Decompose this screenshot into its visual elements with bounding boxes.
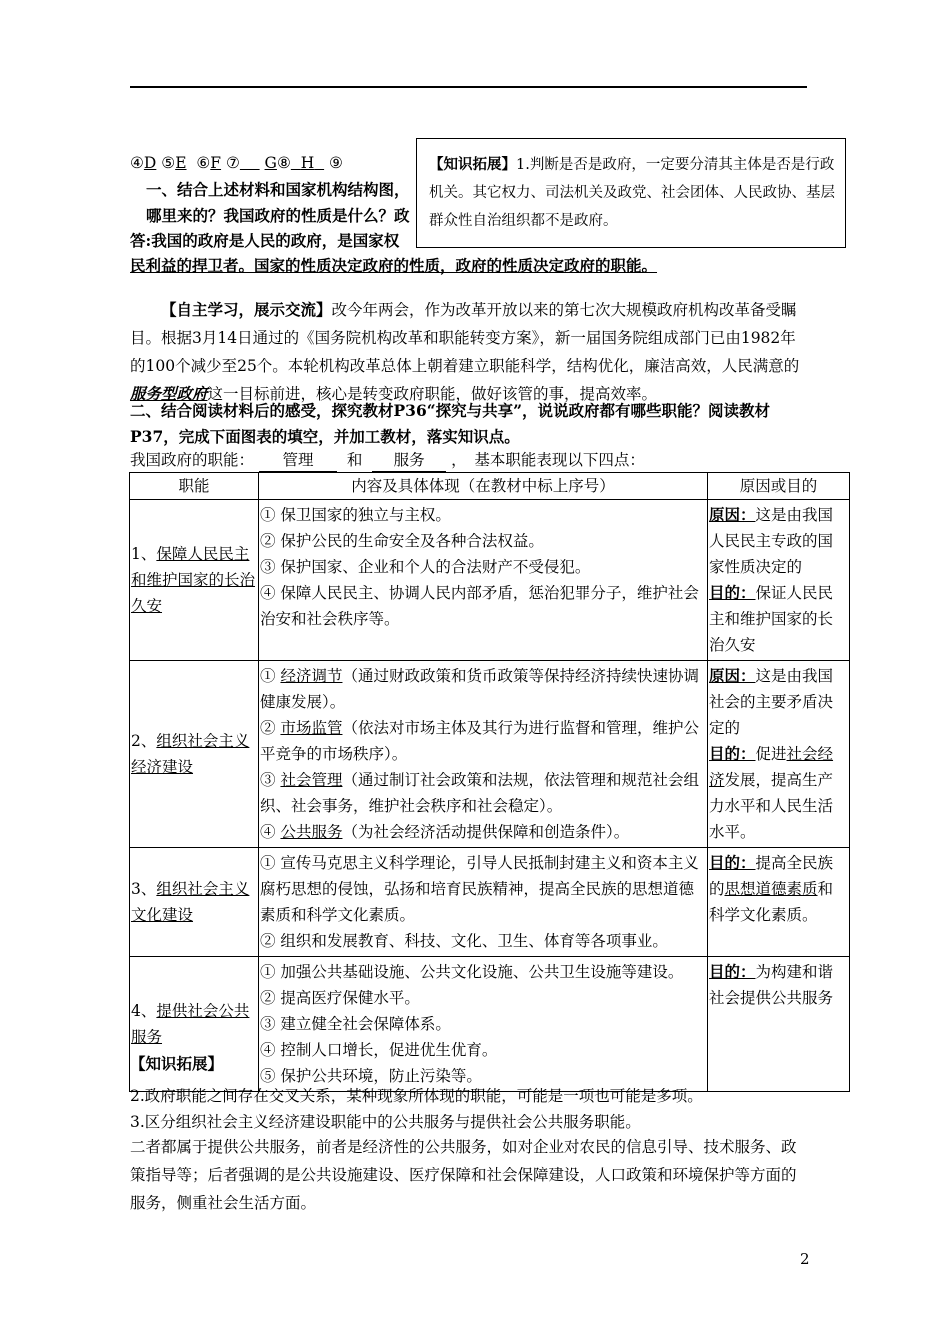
content-cell: ① 加强公共基础设施、公共文化设施、公共卫生设施等建设。 ② 提高医疗保健水平。 ③ 建立健全社会保障体系。 ④ 控制人口增长，促进优生优育。 ⑤ 保护公共环境，防止污染等。 — [259, 957, 708, 1092]
q1-answer-line2: 民利益的捍卫者。国家的性质决定政府的性质，政府的性质决定政府的职能。 — [130, 256, 658, 275]
study-emphasis: 服务型政府 — [130, 384, 208, 403]
q2-paragraph: 二、结合阅读材料后的感受，探究教材P36“探究与共享”，说说政府都有哪些职能？阅读教材P37，完成下面图表的填空，并加工教材，落实知识点。 — [130, 401, 771, 446]
study-title: 【自主学习，展示交流】 — [161, 300, 332, 319]
study-paragraph: 【自主学习，展示交流】改今年两会，作为改革开放以来的第七次大规模政府机构改革备受瞩目。根据3月14日通过的《国务院机构改革和职能转变方案》，新一届国务院组成部门已由1982年的100个减少至25个。本轮机构改革总体上朝着建立职能科学，结构优化，廉洁高效，人民满意的服务型政府这一目标前进，核心是转变政府职能，做好该管的事，提高效率。 — [130, 300, 800, 403]
extension2-title: 【知识拓展】 — [130, 1054, 224, 1073]
knowledge-box-text: 1.判断是否是政府，一定要分清其主体是否是行政机关。其它权力、司法机关及政党、社会团体、人民政协、基层群众性自治组织都不是政府。 — [429, 157, 835, 229]
functions-table — [129, 472, 850, 1092]
reason-cell: 原因：这是由我国人民民主专政的国家性质决定的 目的：保证人民民主和维护国家的长治久安 — [708, 500, 850, 661]
blank-service: 服务 — [372, 449, 446, 472]
reason-cell: 原因：这是由我国社会的主要矛盾决定的 目的：促进社会经济发展，提高生产力水平和人民生活水平。 — [708, 661, 850, 848]
table-header-row — [130, 473, 850, 500]
function-cell: 4、提供社会公共服务 — [130, 957, 259, 1092]
q1-line2: 哪里来的？我国政府的性质是什么？政 — [146, 206, 410, 225]
table-header: 职能 — [130, 473, 259, 500]
table-row — [130, 661, 850, 848]
table-row — [130, 848, 850, 957]
knowledge-box — [416, 138, 846, 248]
functions-line: 我国政府的职能： 管理 和 服务 ， 基本职能表现以下四点： — [130, 449, 645, 472]
extension2-p3: 二者都属于提供公共服务，前者是经济性的公共服务，如对企业对农民的信息引导、技术服务、政策指导等；后者强调的是公共设施建设、医疗保障和社会保障建设，人口政策和环境保护等方面的服务，侧重社会生活方面。 — [130, 1138, 797, 1212]
q1-line1: 一、结合上述材料和国家机构结构图， — [146, 180, 410, 199]
table-row — [130, 957, 850, 1092]
blank-management: 管理 — [259, 449, 337, 472]
q1-answer-line1: 答:我国的政府是人民的政府，是国家权 — [130, 231, 400, 250]
extension2-p1: 2.政府职能之间存在交叉关系，某种现象所体现的职能，可能是一项也可能是多项。 — [130, 1087, 703, 1105]
function-cell: 3、组织社会主义文化建设 — [130, 848, 259, 957]
table-row — [130, 500, 850, 661]
content-cell: ① 保卫国家的独立与主权。 ② 保护公民的生命安全及各种合法权益。 ③ 保护国家、企业和个人的合法财产不受侵犯。 ④ 保障人民民主、协调人民内部矛盾，惩治犯罪分子，维护社会治安和社会秩序等。 — [259, 500, 708, 661]
content-cell: ① 经济调节（通过财政政策和货币政策等保持经济持续快速协调健康发展）。 ② 市场监管（依法对市场主体及其行为进行监督和管理，维护公平竞争的市场秩序）。 ③ 社会管理（通过制订社会政策和法规，依法管理和规范社会组织、社会事务，维护社会秩序和社会稳定）。 ④ 公共服务（为社会经济活动提供保障和创造条件）。 — [259, 661, 708, 848]
page-number: 2 — [800, 1250, 810, 1268]
header-rule — [130, 86, 807, 88]
function-cell: 1、保障人民民主和维护国家的长治久安 — [130, 500, 259, 661]
extension2-p2: 3.区分组织社会主义经济建设职能中的公共服务与提供社会公共服务职能。 — [130, 1113, 641, 1131]
function-cell: 2、组织社会主义经济建设 — [130, 661, 259, 848]
purpose-cell: 目的：为构建和谐社会提供公共服务 — [708, 957, 850, 1092]
answers-line: ④D ⑤E ⑥F ⑦ G⑧ H ⑨ — [130, 154, 343, 172]
knowledge-box-title: 【知识拓展】 — [429, 156, 516, 173]
table-header: 原因或目的 — [708, 473, 850, 500]
purpose-cell: 目的：提高全民族的思想道德素质和科学文化素质。 — [708, 848, 850, 957]
table-header: 内容及具体体现（在教材中标上序号） — [259, 473, 708, 500]
content-cell: ① 宣传马克思主义科学理论，引导人民抵制封建主义和资本主义腐朽思想的侵蚀，弘扬和培育民族精神，提高全民族的思想道德素质和科学文化素质。 ② 组织和发展教育、科技、文化、卫生、体育等各项事业。 — [259, 848, 708, 957]
